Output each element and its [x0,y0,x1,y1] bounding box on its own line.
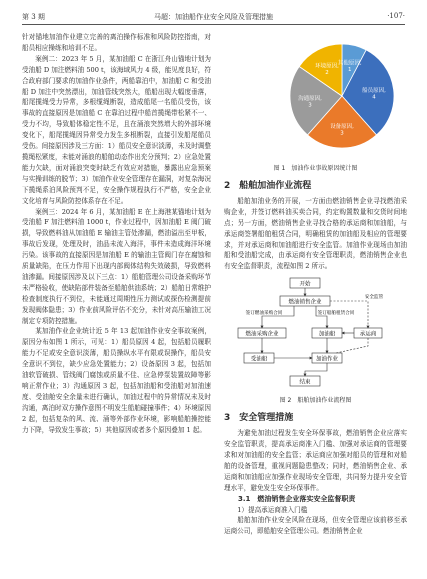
edge-label-contract-sale: 签订燃油采购合同 [245,311,283,317]
figure-2-caption: 图 2 船舶加油作业流程图 [279,397,352,405]
subsubsection-title: 1）提高承运商准入门槛 [237,505,308,514]
pie-chart [224,32,407,162]
issue-number: 第 3 期 [22,13,45,21]
figure-1 [224,32,407,162]
node-receiver: 受油船 [250,356,268,363]
page-header [22,10,405,25]
pie-label-船员原因: 船员原因, 4 [362,88,386,101]
subsection-3-1-title: 3.1 燃油销售企业落实安全监督职责 [238,494,356,503]
pie-label-沟通原因: 沟通原因, 3 [298,95,322,109]
node-start: 开始 [299,281,311,288]
flowchart [224,276,407,394]
node-carrier: 承运商 [359,331,377,338]
node-operation: 加油作业 [315,356,339,363]
pie-label-环境原因: 环境原因, 2 [315,63,339,76]
pie-label-设备原因: 设备原因, 3 [330,124,354,137]
paragraph: 针对锚地加油作业建立完善的离泊操作标准和风险防控指南，对船员相应操练和培训不足。 [22,33,211,52]
paragraph: 案例二：2023 年 5 月，某加油船 C 在浙江舟山锚地计划为受油船 D 加注燃料油 500 t，该海域风力 4 级，能见度良好，符合政府部门要求的加油作业条件，两船靠泊中，加油船 C 和受油船 D 加注中突然漂出，加油管线突然大，船船出现大幅度垂落，船尾揽绳受力异常，多根缆绳断裂，造成船尾一名船员受伤，该事故的直接原因是加油船 C 在靠泊过程中船首揽绳带松紧不一、受力不均，导致船体稳定性不足，且在涌浪突然增大的外部环境变化下，船尾揽绳因异常受力发生多根断裂，直接引发船尾船员受伤。间接原因涉及三方面：1）船员安全意识淡薄，未及时调整揽绳松紧度，未能对涌浪的船舶动态作出充分预判；2）应急处置能力欠缺，面对涌浪突变时缺乏有效应对措施，暴露出应急预案与实操训练的脱节；3）加油作业安全管理存在漏洞，对复杂海况下揽绳系泊风险预判不足，安全操作规程执行不严格，安全企业文化培育与风险防控体系存在不足。 [22,54,211,205]
paragraph: 船舶加油作业安全风险在现场，但安全管理应该前移至承运商公司，即船舶安全管理公司。燃油销售企业 [224,516,407,536]
node-end: 结束 [299,379,311,386]
paragraph: 某加油作业企业统计近 5 年 13 起加油作业安全事故案例，原因分布如图 1 所示，可见：1）船员原因 4 起，包括船员履职能力不足或安全意识淡薄，船员操纵水平有限或误操作，船员安全意识不到位，缺少应急处置能力；2）设备原因 3 起，包括加油软管破损、管线阀门腐蚀或质量不佳、应急停泵装置故障等影响正常作业；3）沟通原因 3 起，包括加油船和受油船对加油速度、受油舱安全余量未进行确认，加油过程中的异常情况未及时沟通，离泊时双方操作意图不明发生船舶碰撞事件；4）环境原因 2 起，包括复杂的风、流、涌等外部作业环境，影响船舶操控能力下降，导致发生事故；5）其他原因或者多个原因叠加 1 起。 [22,327,211,434]
figure-1-caption: 图 1 加油作业事故原因统计图 [273,165,358,172]
node-buyer: 燃油采购企业 [245,331,279,338]
pie-label-其他原因: 其他原因, 1 [337,60,362,74]
node-seller: 燃油销售企业 [288,299,322,306]
flowchart-svg [224,276,407,394]
paragraph: 案例三：2024 年 6 月，某加油船 E 在上海港某锚地计划为受油船 F 加注燃料油 1000 t，作业过程中，因加油船 E 阀门破损，导致燃料油从加油船 E 输油主管处渗漏，燃油溢出至甲板，事故后发现，处理及时，油品未流入海洋，事件未造成海洋环境污染。该事故的直接原因是加油船 E 的输油主管阀门存在腐蚀和质量缺陷，在压力作用下出现内部阀体结构失效破损，导致燃料油渗漏。间接原因涉及以下三点：1）船舶管理公司设备采购环节未严格验收，使缺陷部件装备至船舶供油系统；2）船舶日常维护检查制度执行不到位，未能通过周期性压力测试或探伤检测提前发现阀体隐患；3）作业前风险评估不充分，未针对高压输油工况制定专项防控措施。 [22,207,211,325]
running-title: 马超：加油船作业安全风险及管理措施 [154,13,273,21]
paragraph: 船舶加油业务的开展，一方面由燃油销售企业寻找燃油采购企业，并签订燃料油买卖合同，约定购置数量和交货时间地点；另一方面，燃油销售企业寻找合格的承运商和加油船，与承运商签署船舶租赁合同，明确租赁的加油船及相应的管理要求，并对承运商和加油船进行安全监管。加油作业现场由加油船和受油船完成，由承运商有安全管理职责，燃油销售企业也有安全监督职责，流程如图 2 所示。 [224,196,407,271]
section-3-title: 3 安全管理措施 [224,413,294,424]
paragraph: 为避免加油过程发生安全环保事故，燃油销售企业应落实安全监管职责，提高承运商准入门槛、加强对承运商的管理要求和对加油船的安全监管；承运商应加强对船员的管理和对船舶的设备管理，重视问题隐患整改；同时，燃油销售企业、承运商和加油船应加强作业现场安全管理，共同努力提升安全管理水平，避免发生安全环保事件。 [224,429,407,492]
page-number: ·107· [387,12,405,20]
edge-label-contract-lease: 签订船舶租赁合同 [317,311,355,317]
section-2-title: 2 船舶加油作业流程 [224,181,312,191]
left-column [22,32,211,436]
edge-label-safety-supervision: 安全监管 [364,295,384,301]
node-bunker-ship: 加油船 [318,331,336,338]
right-column [224,32,407,537]
